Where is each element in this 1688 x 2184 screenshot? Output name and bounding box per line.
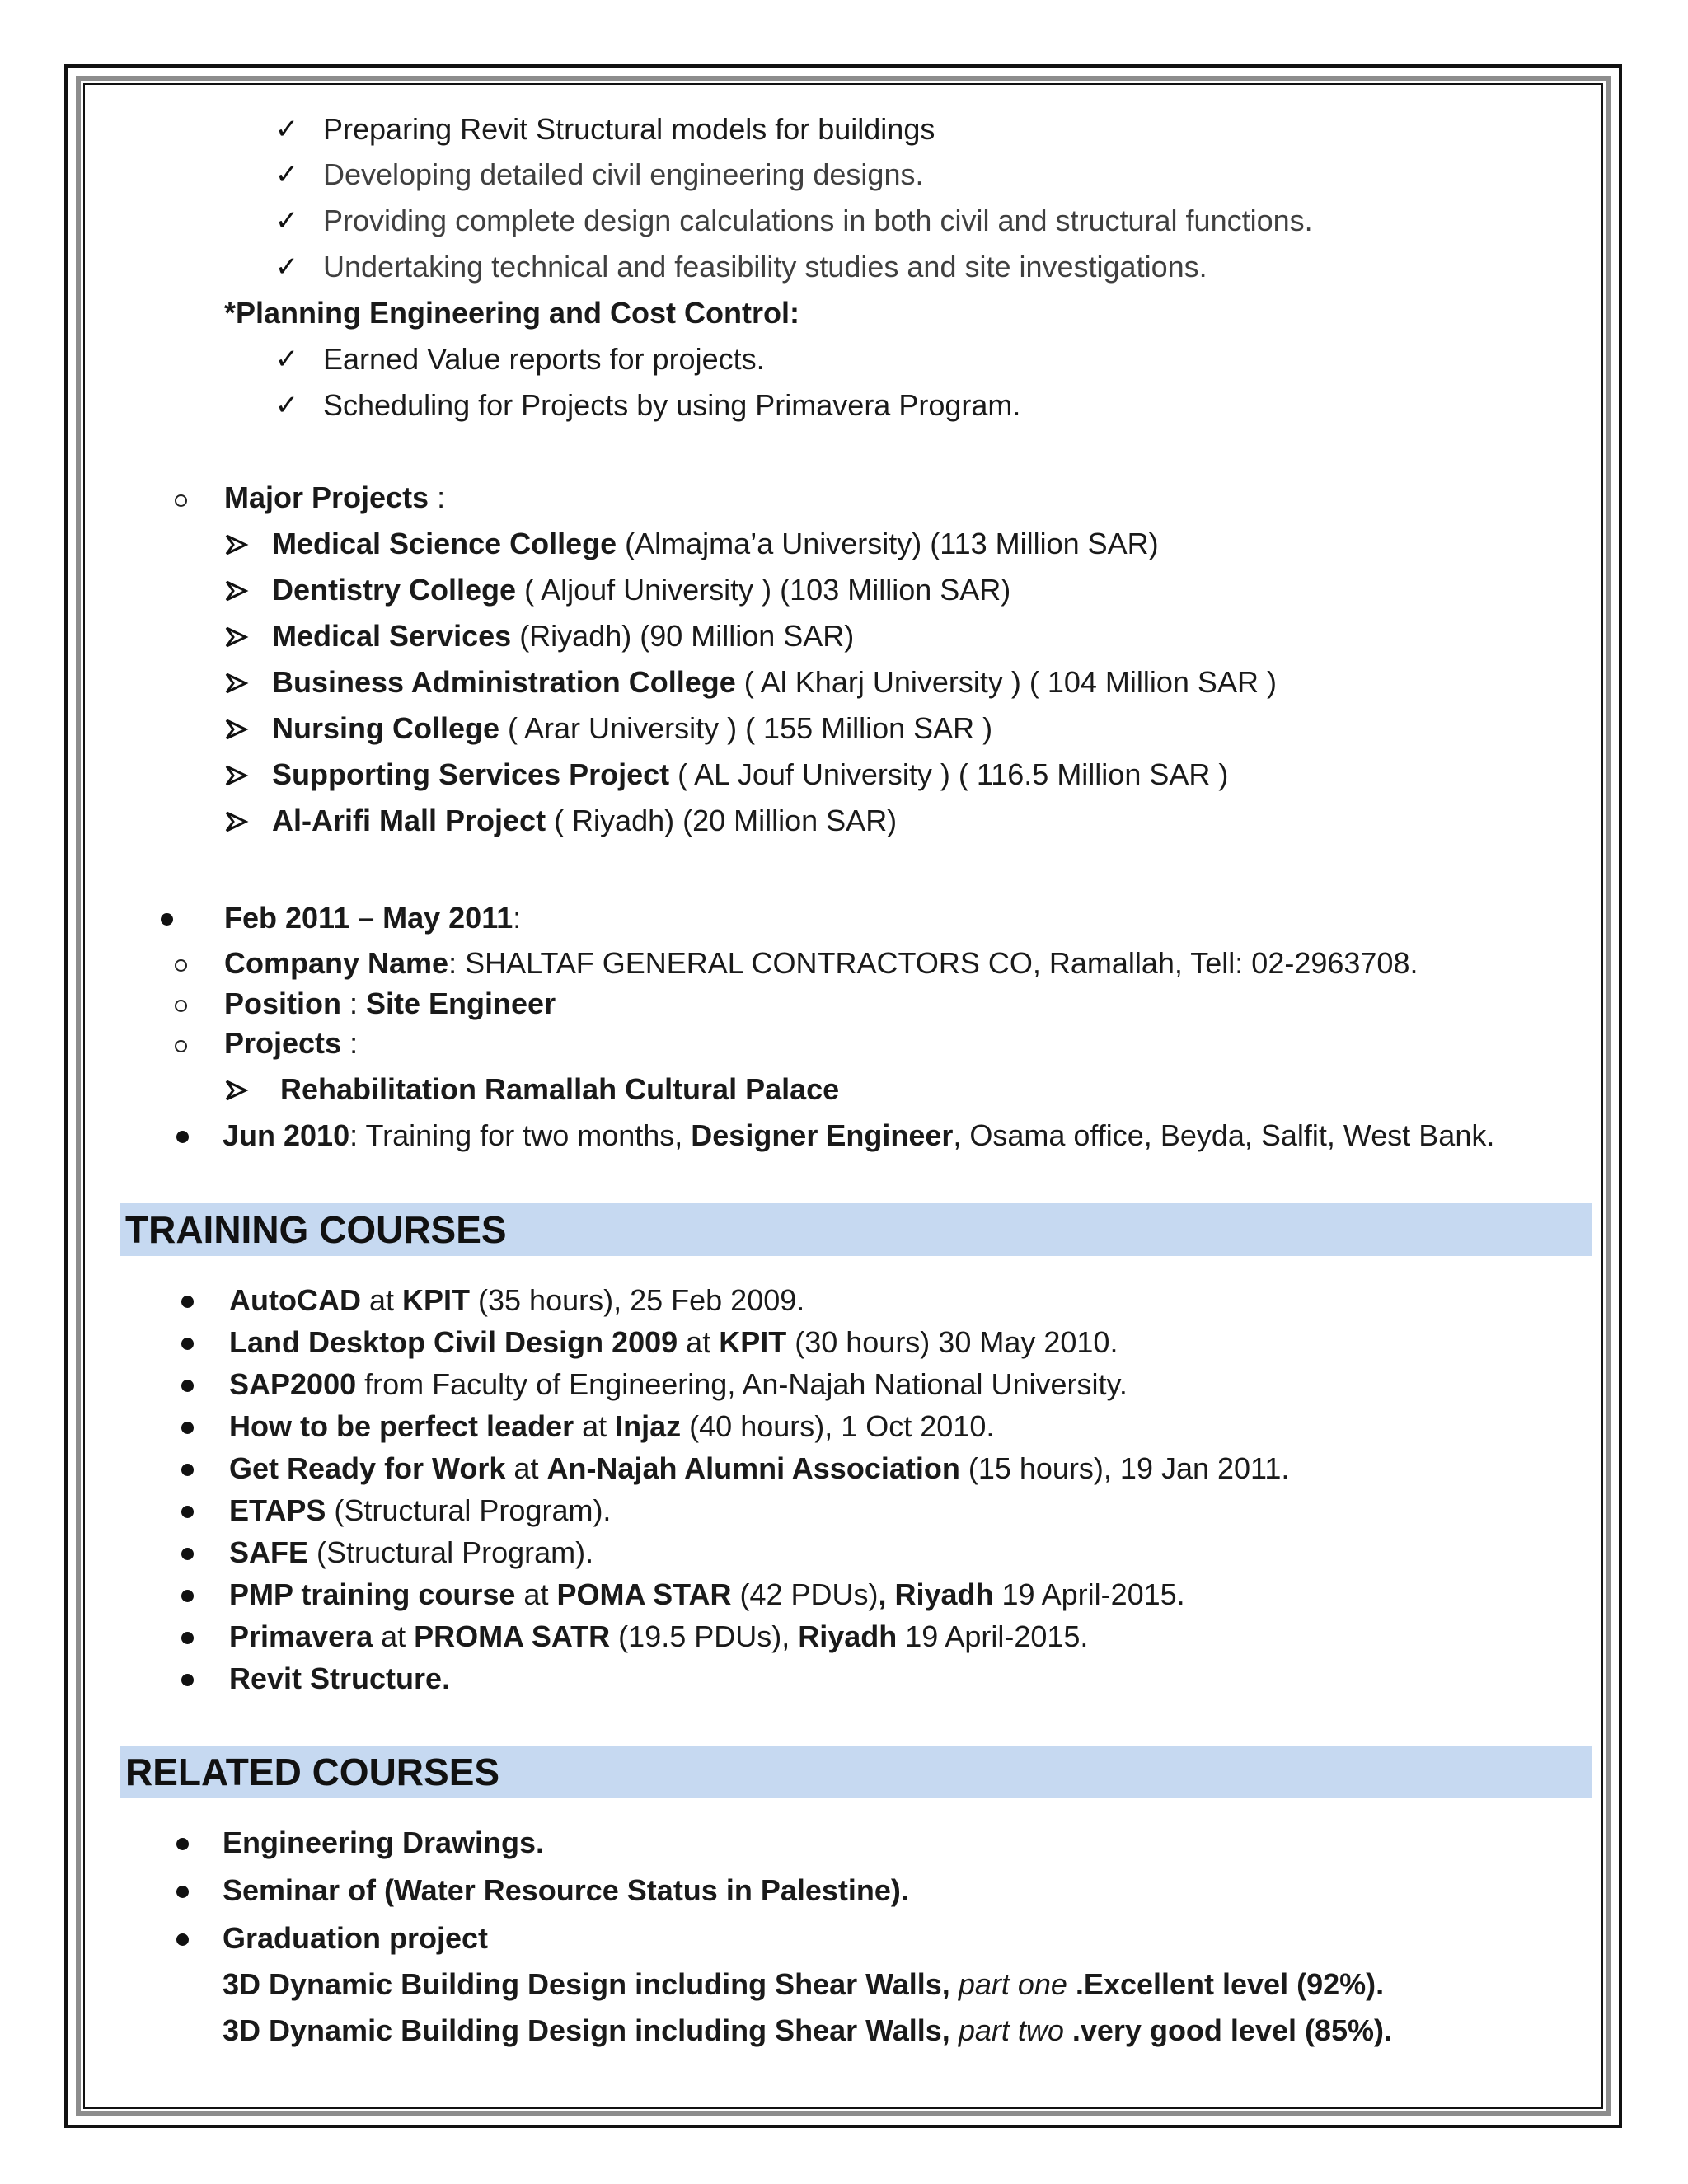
bullet-icon <box>176 1886 189 1898</box>
bullet-icon <box>176 1933 189 1946</box>
design-item: Providing complete design calculations in both civil and structural functions. <box>323 204 1313 237</box>
arrow-bullet-icon <box>224 532 249 557</box>
course-item: SAFE (Structural Program). <box>229 1535 594 1569</box>
project-item: Dentistry College ( Aljouf University ) (103 Million SAR) <box>272 573 1011 607</box>
check-icon: ✓ <box>274 251 299 283</box>
bullet-icon <box>181 1296 194 1308</box>
project-item: Rehabilitation Ramallah Cultural Palace <box>280 1072 840 1106</box>
projects-line: Projects : <box>224 1026 359 1060</box>
arrow-bullet-icon <box>224 763 249 788</box>
project-item: Medical Science College (Almajma’a University) (113 Million SAR) <box>272 527 1159 560</box>
bullet-icon <box>181 1674 194 1686</box>
project-item: Nursing College ( Arar University ) ( 155 Million SAR ) <box>272 711 993 745</box>
hollow-bullet-icon <box>175 959 187 972</box>
bullet-icon <box>181 1590 194 1602</box>
planning-item: Scheduling for Projects by using Primavera Program. <box>323 388 1021 422</box>
course-item: PMP training course at POMA STAR (42 PDUs), Riyadh 19 April-2015. <box>229 1577 1185 1611</box>
bullet-icon <box>181 1380 194 1392</box>
arrow-bullet-icon <box>224 625 249 649</box>
check-icon: ✓ <box>274 114 299 145</box>
arrow-bullet-icon <box>224 579 249 603</box>
hollow-bullet-icon <box>175 1040 187 1052</box>
job-period: Feb 2011 – May 2011: <box>224 901 522 935</box>
course-item: Get Ready for Work at An-Najah Alumni Association (15 hours), 19 Jan 2011. <box>229 1451 1290 1485</box>
position-line: Position : Site Engineer <box>224 987 556 1020</box>
design-item: Developing detailed civil engineering designs. <box>323 157 924 191</box>
graduation-project-part-two: 3D Dynamic Building Design including Shear Walls, part two .very good level (85%). <box>223 2013 1393 2047</box>
related-item: Seminar of (Water Resource Status in Palestine). <box>223 1873 909 1907</box>
planning-heading: *Planning Engineering and Cost Control: <box>224 296 799 330</box>
design-item: Undertaking technical and feasibility studies and site investigations. <box>323 250 1207 284</box>
course-item: SAP2000 from Faculty of Engineering, An-Najah National University. <box>229 1367 1128 1401</box>
check-icon: ✓ <box>274 159 299 190</box>
bullet-icon <box>181 1506 194 1518</box>
design-item: Preparing Revit Structural models for buildings <box>323 112 935 146</box>
arrow-bullet-icon <box>224 671 249 696</box>
training-job-line: Jun 2010: Training for two months, Designer Engineer, Osama office, Beyda, Salfit, West Bank. <box>223 1118 1495 1152</box>
related-courses-title: RELATED COURSES <box>125 1750 500 1793</box>
planning-item: Earned Value reports for projects. <box>323 342 765 376</box>
project-item: Al-Arifi Mall Project ( Riyadh) (20 Million SAR) <box>272 804 898 837</box>
related-item: Graduation project <box>223 1921 489 1955</box>
bullet-icon <box>181 1632 194 1644</box>
bullet-icon <box>181 1464 194 1476</box>
graduation-project-part-one: 3D Dynamic Building Design including Shear Walls, part one .Excellent level (92%). <box>223 1967 1385 2001</box>
course-item: Land Desktop Civil Design 2009 at KPIT (30 hours) 30 May 2010. <box>229 1325 1118 1359</box>
project-item: Medical Services (Riyadh) (90 Million SAR) <box>272 619 855 653</box>
related-item: Engineering Drawings. <box>223 1825 545 1859</box>
bullet-icon <box>161 913 173 926</box>
bullet-icon <box>181 1338 194 1350</box>
bullet-icon <box>181 1548 194 1560</box>
course-item: AutoCAD at KPIT (35 hours), 25 Feb 2009. <box>229 1283 805 1317</box>
major-projects-heading: Major Projects : <box>224 480 446 514</box>
arrow-bullet-icon <box>224 717 249 742</box>
bullet-icon <box>176 1838 189 1850</box>
arrow-bullet-icon <box>224 809 249 834</box>
course-item: How to be perfect leader at Injaz (40 hours), 1 Oct 2010. <box>229 1409 995 1443</box>
hollow-bullet-icon <box>175 494 187 507</box>
project-item: Supporting Services Project ( AL Jouf University ) ( 116.5 Million SAR ) <box>272 757 1229 791</box>
project-item: Business Administration College ( Al Kharj University ) ( 104 Million SAR ) <box>272 665 1277 699</box>
check-icon: ✓ <box>274 205 299 237</box>
course-item: ETAPS (Structural Program). <box>229 1493 612 1527</box>
company-line: Company Name: SHALTAF GENERAL CONTRACTORS CO, Ramallah, Tell: 02-2963708. <box>224 946 1418 980</box>
course-item: Primavera at PROMA SATR (19.5 PDUs), Riyadh 19 April-2015. <box>229 1619 1089 1653</box>
training-courses-title: TRAINING COURSES <box>125 1208 507 1251</box>
arrow-bullet-icon <box>224 1078 249 1103</box>
course-item: Revit Structure. <box>229 1661 451 1695</box>
check-icon: ✓ <box>274 344 299 375</box>
bullet-icon <box>176 1131 189 1143</box>
bullet-icon <box>181 1422 194 1434</box>
hollow-bullet-icon <box>175 1000 187 1012</box>
check-icon: ✓ <box>274 390 299 421</box>
